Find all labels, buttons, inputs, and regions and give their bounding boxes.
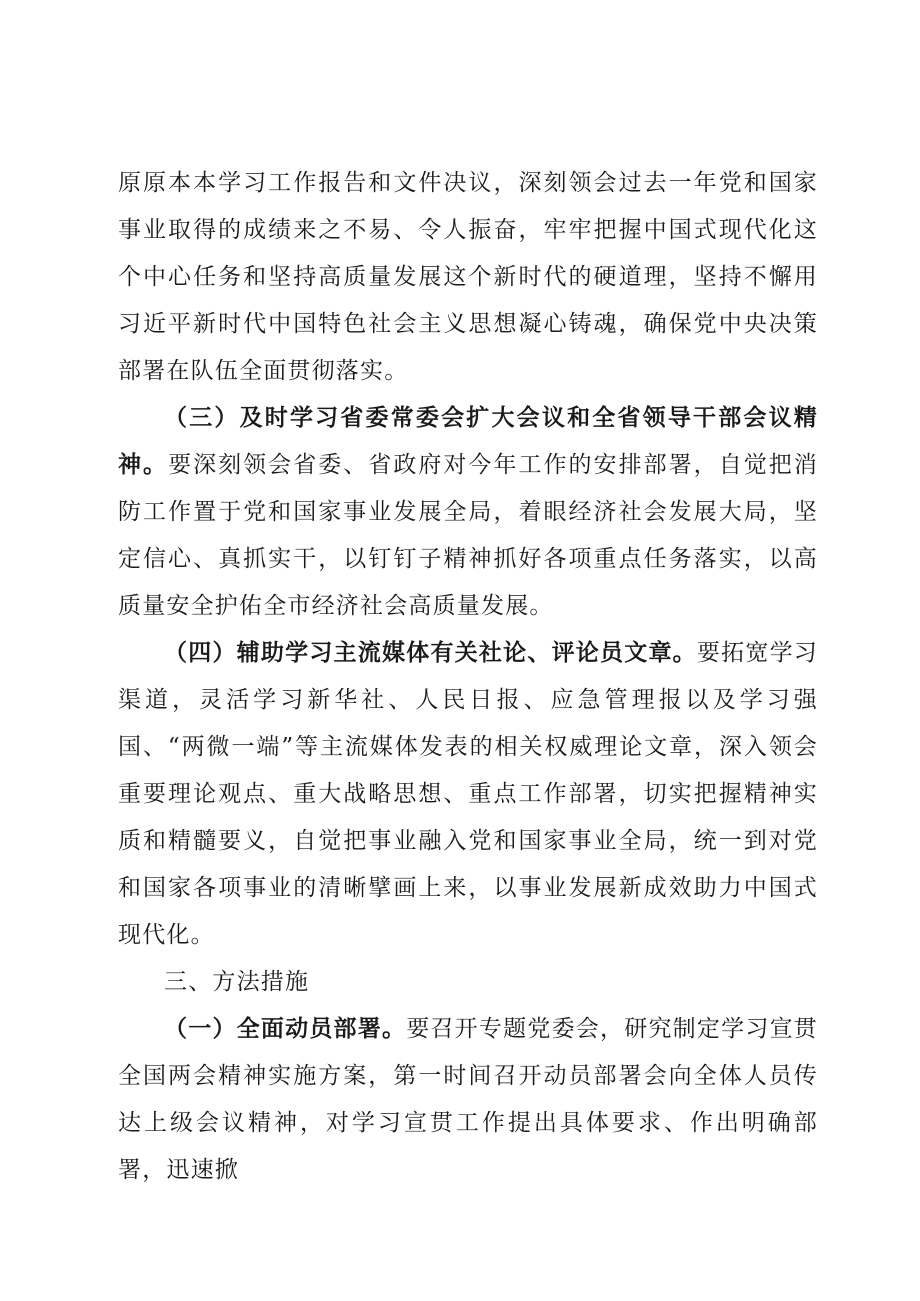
- paragraph-item-3: [118, 395, 818, 630]
- paragraph-text: 原原本本学习工作报告和文件决议，深刻领会过去一年党和国家事业取得的成绩来之不易、令人振奋，牢牢把握中国式现代化这个中心任务和坚持高质量发展这个新时代的硬道理，坚持不懈用习近平新时代中国特色社会主义思想凝心铸魂，确保党中央决策部署在队伍全面贯彻落实。: [118, 170, 818, 384]
- paragraph-text: 要深刻领会省委、省政府对今年工作的安排部署，自觉把消防工作置于党和国家事业发展全局，着眼经济社会发展大局，坚定信心、真抓实干，以钉钉子精神抓好各项重点任务落实，以高质量安全护佑全市经济社会高质量发展。: [118, 452, 818, 619]
- paragraph-text: 要召开专题党委会，研究制定学习宣贯全国两会精神实施方案，第一时间召开动员部署会向全体人员传达上级会议精神，对学习宣贯工作提出具体要求、作出明确部署，迅速掀: [118, 1016, 818, 1183]
- section-heading-text: 三、方法措施: [164, 969, 310, 995]
- paragraph-lead: （一）全面动员部署。: [164, 1016, 407, 1042]
- section-heading: [118, 959, 818, 1006]
- document-body: [118, 160, 818, 1194]
- paragraph-lead: （四）辅助学习主流媒体有关社论、评论员文章。: [164, 640, 697, 666]
- paragraph-continuation: [118, 160, 818, 395]
- paragraph-text: 要拓宽学习渠道，灵活学习新华社、人民日报、应急管理报以及学习强国、“两微一端”等主流媒体发表的相关权威理论文章，深入领会重要理论观点、重大战略思想、重点工作部署，切实把握精神实质和精髓要义，自觉把事业融入党和国家事业全局，统一到对党和国家各项事业的清晰擘画上来，以事业发展新成效助力中国式现代化。: [118, 640, 818, 948]
- paragraph-item-1: [118, 1006, 818, 1194]
- paragraph-item-4: [118, 630, 818, 959]
- paragraph-lead: （三）及时学习省委常委会扩大会议和全省领导干部会议精神。: [118, 405, 818, 478]
